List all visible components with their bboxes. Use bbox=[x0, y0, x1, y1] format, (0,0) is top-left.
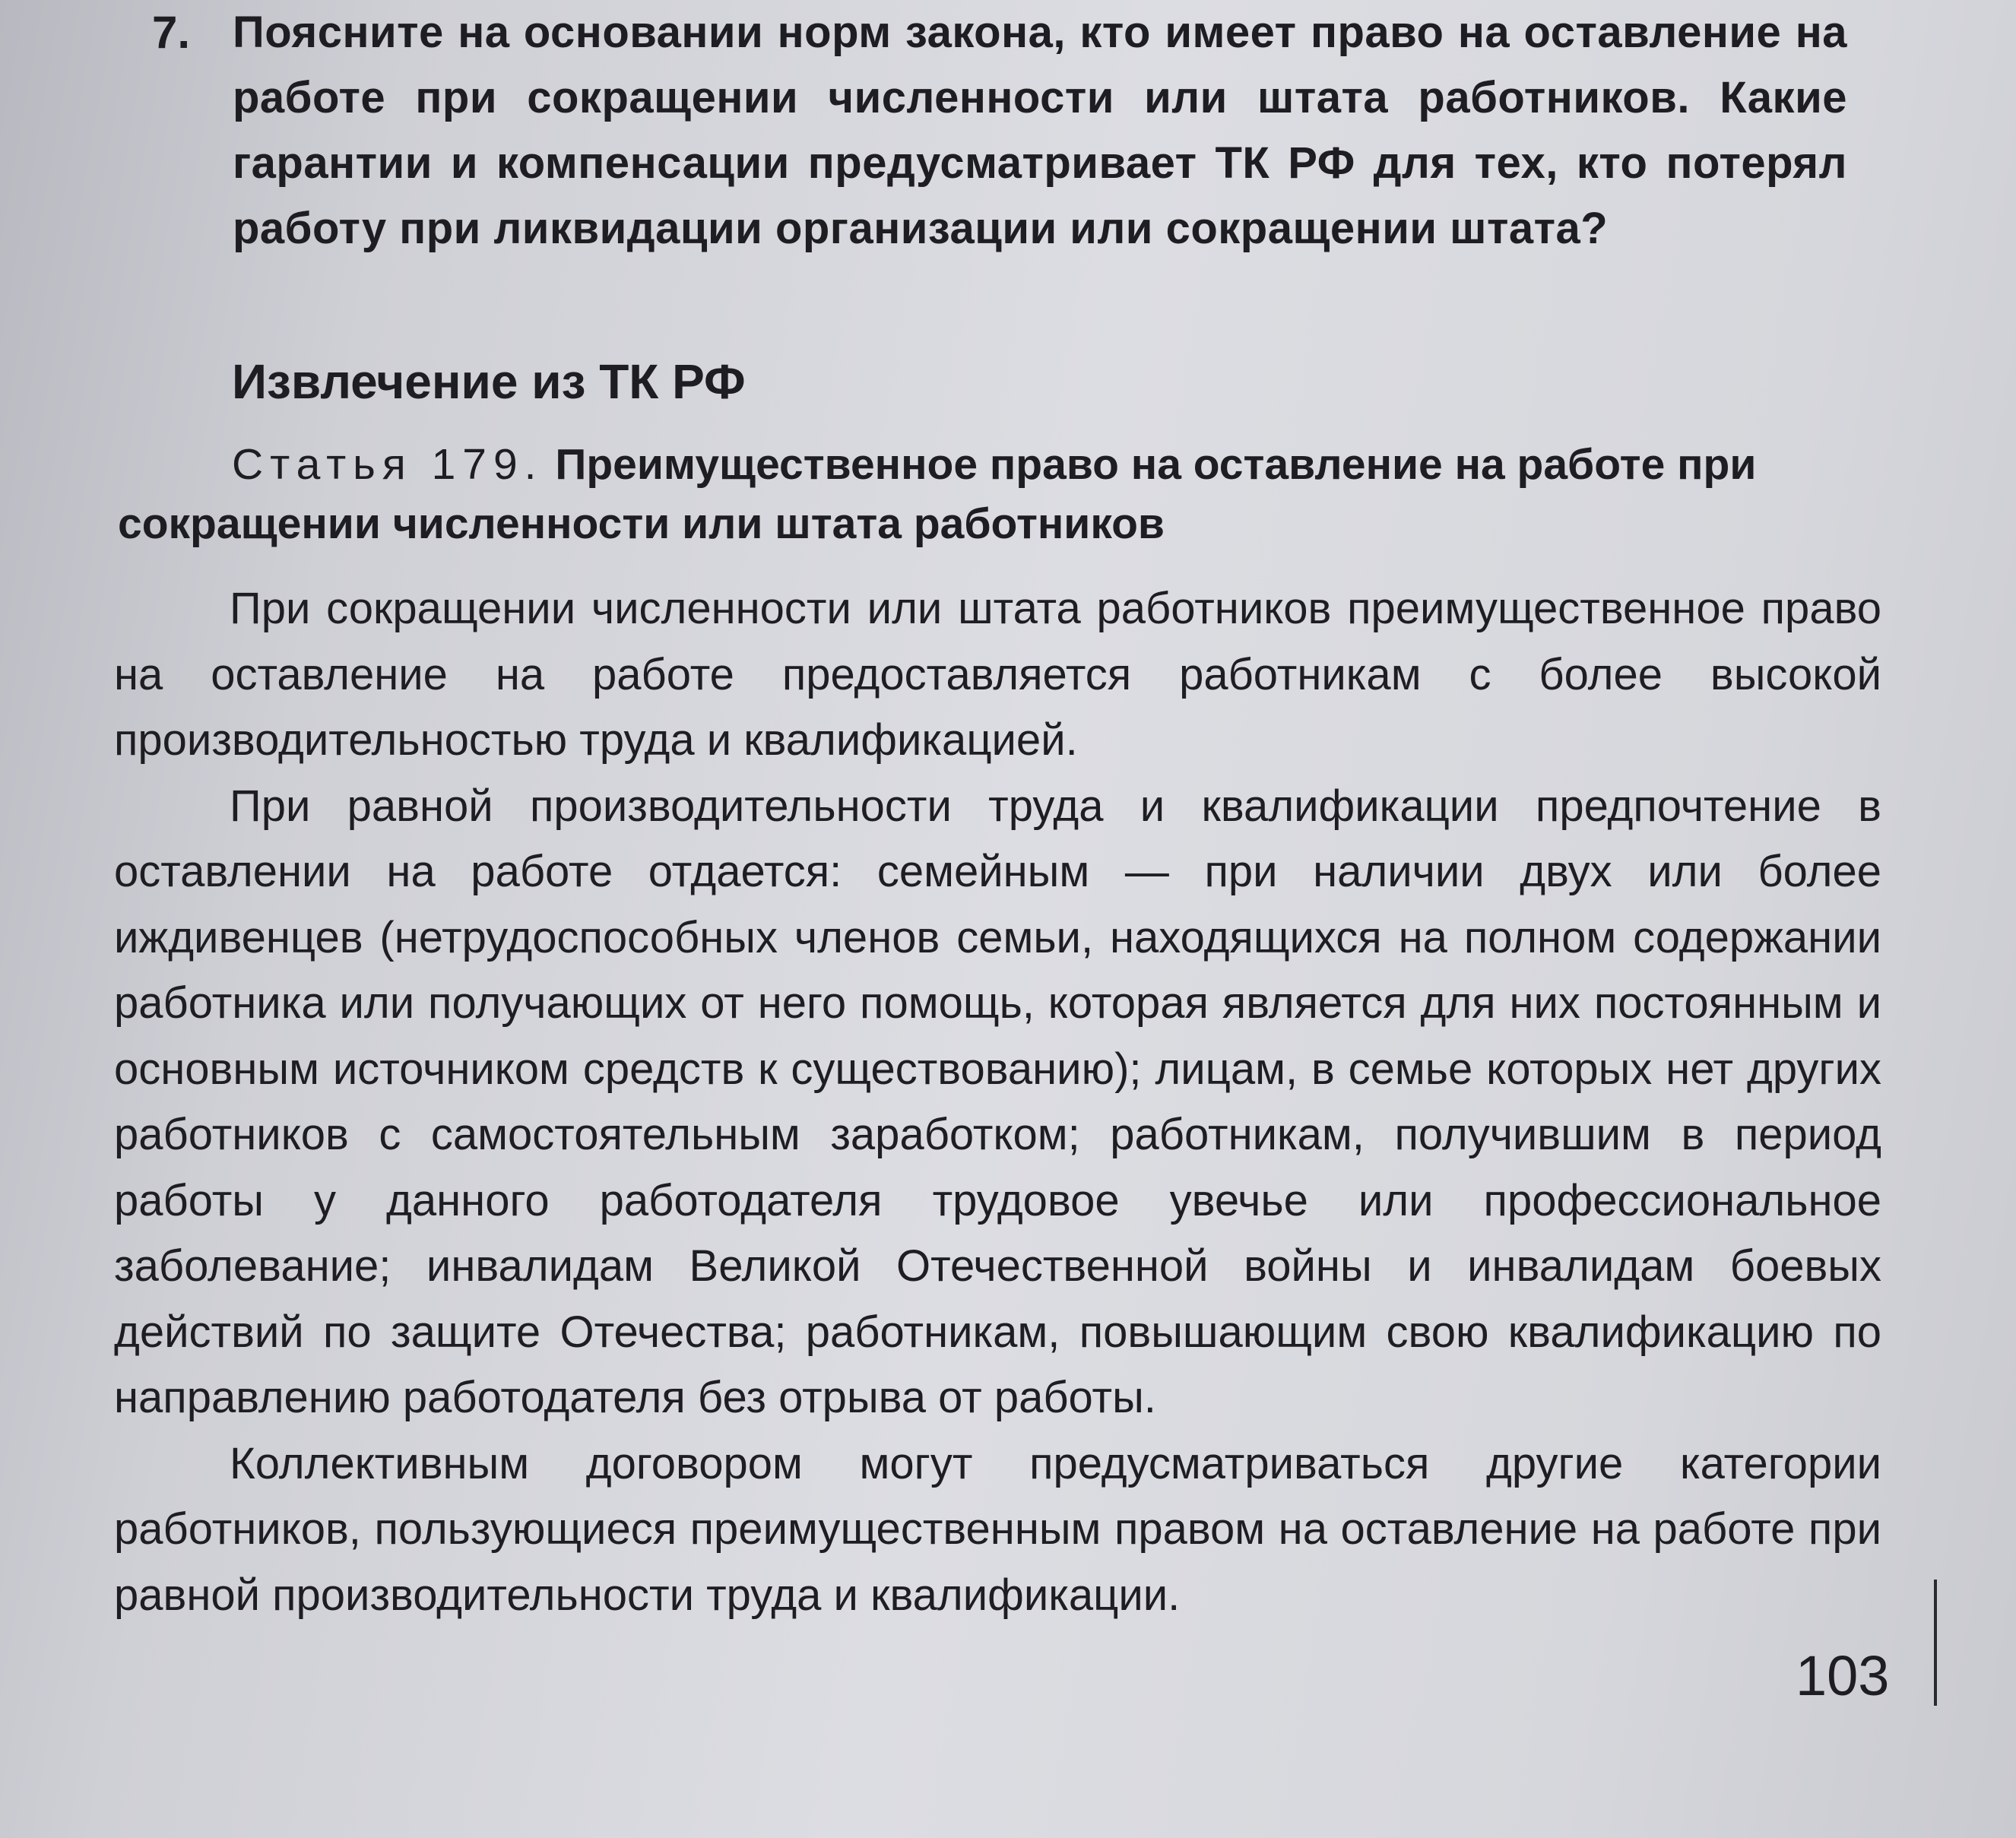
page-edge-rule bbox=[1934, 1580, 1937, 1706]
article-heading bbox=[118, 435, 1859, 553]
paragraph-1: При сокращении численности или штата работников преимущественное право на оставление на работе предоставляется работникам с более высокой производительностью труда и квалификацией. bbox=[114, 584, 1881, 765]
paragraph-2: При равной производительности труда и квалификации предпочтение в оставлении на работе отдается: семейным — при наличии двух или более иждивенцев (нетрудоспособных членов семьи, находящихся на полном содержании работника или получающих от него помощь, которая является для них постоянным и основным источником средств к существованию); лицам, в семье которых нет других работников с самостоятельным заработком; работникам, получившим в период работы у данного работодателя трудовое увечье или профессиональное заболевание; инвалидам Великой Отечественной войны и инвалидам боевых действий по защите Отечества; работникам, повышающим свою квалификацию по направлению работодателя без отрыва от работы. bbox=[114, 781, 1881, 1422]
question-text: Поясните на основании норм закона, кто имеет право на оставление на работе при сокращении численности или штата работников. Какие гарантии и компенсации предусматривает ТК РФ для тех, кто потерял работу при ликвидации организации или сокращении штата? bbox=[233, 8, 1847, 253]
extract-heading: Извлечение из ТК РФ bbox=[232, 354, 746, 409]
article-label: Статья 179. bbox=[232, 440, 544, 489]
question-number: 7. bbox=[152, 7, 191, 58]
article-body bbox=[114, 576, 1881, 1628]
paragraph-3: Коллективным договором могут предусматриваться другие категории работников, пользующиеся преимущественным правом на оставление на работе при равной производительности труда и квалификации. bbox=[114, 1438, 1881, 1620]
page-number: 103 bbox=[1796, 1644, 1890, 1707]
article-title: Преимущественное право на оставление на работе при сокращении численности или штата работников bbox=[118, 440, 1757, 548]
